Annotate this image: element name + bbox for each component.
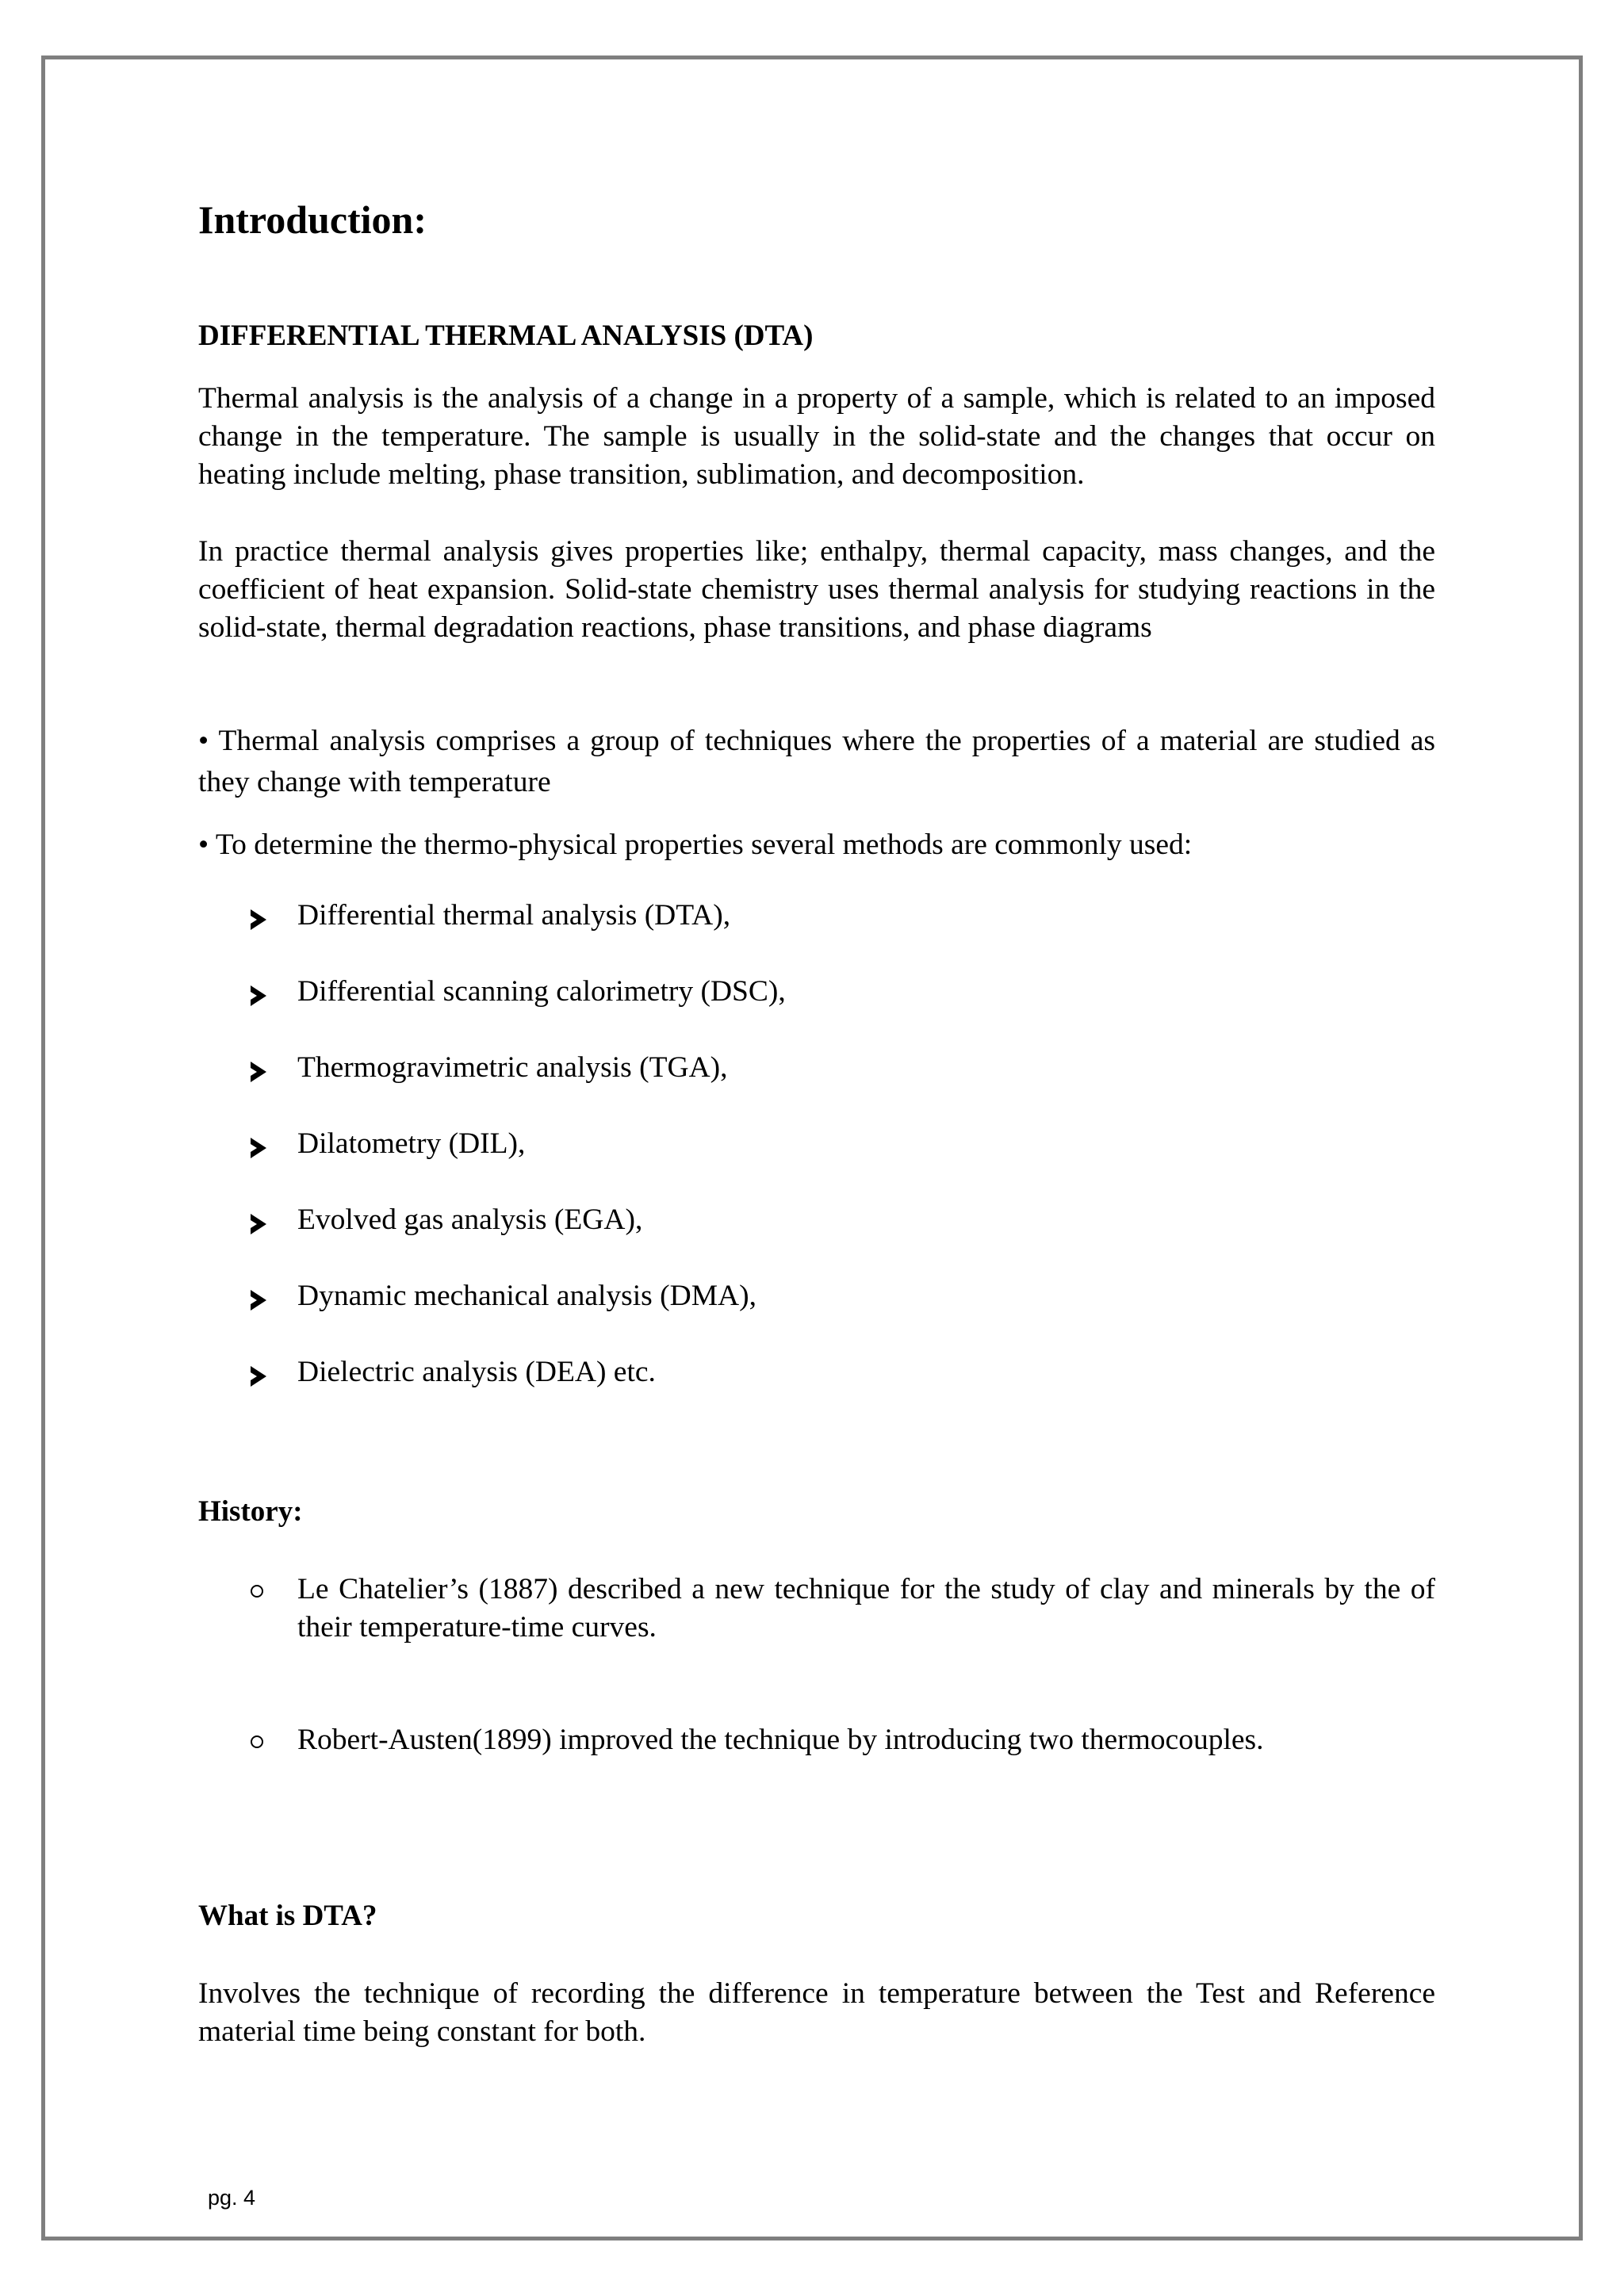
method-label: Differential scanning calorimetry (DSC), bbox=[297, 975, 786, 1008]
list-item bbox=[246, 1353, 786, 1429]
list-item bbox=[246, 1721, 1435, 1759]
what-is-dta-paragraph: Involves the technique of recording the difference in temperature between the Test and Reference material time being constant for both. bbox=[198, 1977, 1435, 2048]
history-heading: History: bbox=[198, 1495, 303, 1528]
history-item-text: Robert-Austen(1899) improved the technique by introducing two thermocouples. bbox=[297, 1724, 1264, 1756]
what-is-dta-heading: What is DTA? bbox=[198, 1900, 377, 1932]
arrow-bullet-icon bbox=[251, 1366, 266, 1387]
list-item bbox=[246, 1125, 786, 1201]
list-item bbox=[246, 1277, 786, 1353]
method-label: Differential thermal analysis (DTA), bbox=[297, 899, 731, 932]
arrow-bullet-icon bbox=[251, 909, 266, 930]
method-label: Dielectric analysis (DEA) etc. bbox=[297, 1356, 656, 1388]
dta-paragraph-2: In practice thermal analysis gives properties like; enthalpy, thermal capacity, mass changes, and the coefficient of heat expansion. Solid-state chemistry uses thermal analysis for studying reactions in the solid-state, thermal degradation reactions, phase transitions, and phase diagrams bbox=[198, 535, 1435, 644]
arrow-bullet-icon bbox=[251, 1062, 266, 1082]
arrow-bullet-icon bbox=[251, 1290, 266, 1311]
dta-bullet-2: • To determine the thermo-physical properties several methods are commonly used: bbox=[198, 828, 1193, 861]
list-item bbox=[246, 1571, 1435, 1647]
dta-heading: DIFFERENTIAL THERMAL ANALYSIS (DTA) bbox=[198, 320, 814, 352]
arrow-bullet-icon bbox=[251, 985, 266, 1006]
dta-paragraph-1: Thermal analysis is the analysis of a change in a property of a sample, which is related to an imposed change in the temperature. The sample is usually in the solid-state and the changes that occur on heating include melting, phase transition, sublimation, and decomposition. bbox=[198, 382, 1435, 491]
method-label: Dilatometry (DIL), bbox=[297, 1127, 526, 1160]
arrow-bullet-icon bbox=[251, 1138, 266, 1158]
history-item-text: Le Chatelier’s (1887) described a new technique for the study of clay and minerals by the of their temperature-time curves. bbox=[297, 1573, 1435, 1644]
method-label: Dynamic mechanical analysis (DMA), bbox=[297, 1280, 756, 1312]
arrow-bullet-icon bbox=[251, 1214, 266, 1234]
method-label: Thermogravimetric analysis (TGA), bbox=[297, 1051, 728, 1084]
method-label: Evolved gas analysis (EGA), bbox=[297, 1203, 643, 1236]
page-number: pg. 4 bbox=[208, 2186, 256, 2210]
list-item bbox=[246, 1049, 786, 1125]
list-item bbox=[246, 897, 786, 973]
circle-bullet-icon bbox=[251, 1735, 263, 1748]
circle-bullet-icon bbox=[251, 1585, 263, 1598]
page-title: Introduction: bbox=[198, 197, 427, 242]
list-item bbox=[246, 973, 786, 1049]
methods-list bbox=[246, 897, 786, 1429]
list-item bbox=[246, 1201, 786, 1277]
dta-bullet-1: • Thermal analysis comprises a group of techniques where the properties of a material are studied as they change with temperature bbox=[198, 725, 1435, 798]
